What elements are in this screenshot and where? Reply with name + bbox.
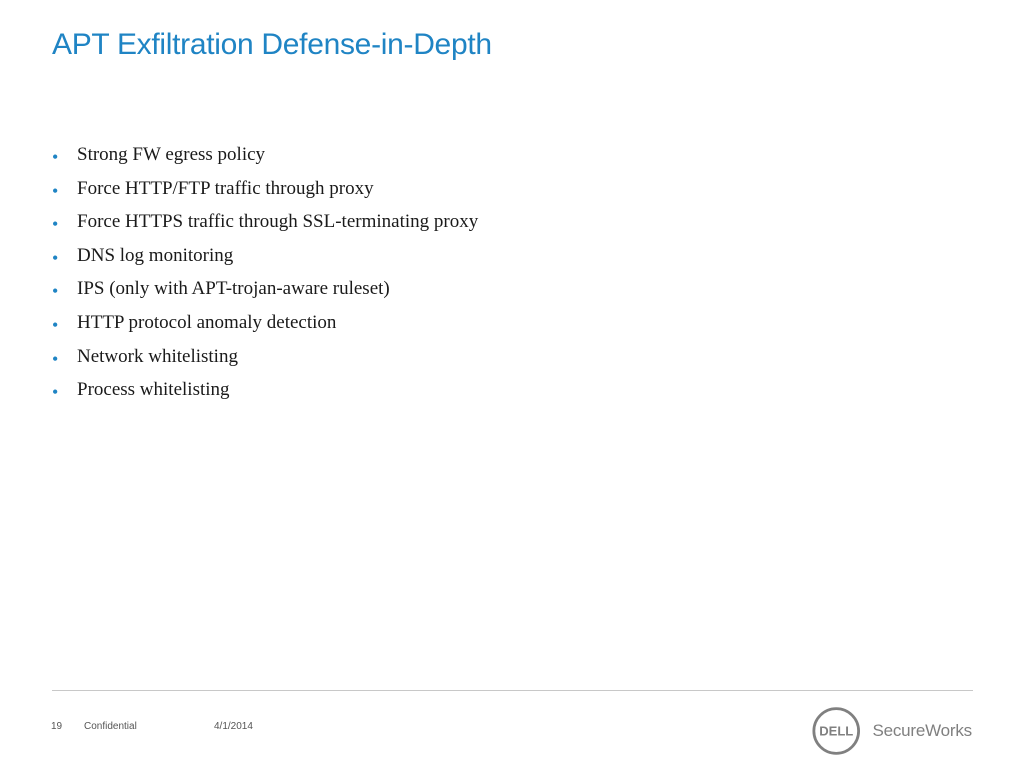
bullet-item [52, 343, 478, 377]
bullet-item [52, 309, 478, 343]
slide-title: APT Exfiltration Defense-in-Depth [52, 28, 492, 61]
bullet-dot-icon: • [52, 281, 59, 302]
bullet-text: DNS log monitoring [77, 244, 234, 266]
dell-logo-text: DELL [819, 723, 854, 739]
date-label: 4/1/2014 [214, 721, 253, 732]
bullet-dot-icon: • [52, 147, 59, 167]
bullet-dot-icon: • [52, 214, 59, 235]
bullet-dot-icon: • [52, 247, 59, 268]
page-number: 19 [51, 721, 63, 732]
bullet-item [52, 208, 478, 242]
bullet-dot-icon: • [52, 382, 59, 403]
bullet-text: Force HTTPS traffic through SSL-terminating proxy [77, 211, 479, 233]
bullet-text: IPS (only with APT-trojan-aware ruleset) [77, 278, 390, 300]
footer-divider [52, 690, 973, 691]
bullet-list [52, 141, 478, 410]
bullet-item [52, 175, 478, 209]
bullet-item [52, 141, 478, 175]
brand-name: SecureWorks [872, 721, 972, 740]
dell-logo-icon [812, 705, 860, 757]
bullet-text: Process whitelisting [77, 379, 230, 401]
bullet-text: HTTP protocol anomaly detection [77, 311, 337, 333]
confidential-label: Confidential [84, 721, 137, 732]
bullet-item [52, 275, 478, 309]
bullet-dot-icon: • [52, 180, 59, 201]
bullet-dot-icon: • [52, 314, 59, 335]
bullet-text: Network whitelisting [77, 345, 238, 367]
bullet-text: Force HTTP/FTP traffic through proxy [77, 177, 374, 199]
dell-secureworks-logo [812, 705, 972, 757]
bullet-item [52, 376, 478, 410]
bullet-item [52, 242, 478, 276]
bullet-text: Strong FW egress policy [77, 144, 266, 165]
bullet-dot-icon: • [52, 348, 59, 369]
